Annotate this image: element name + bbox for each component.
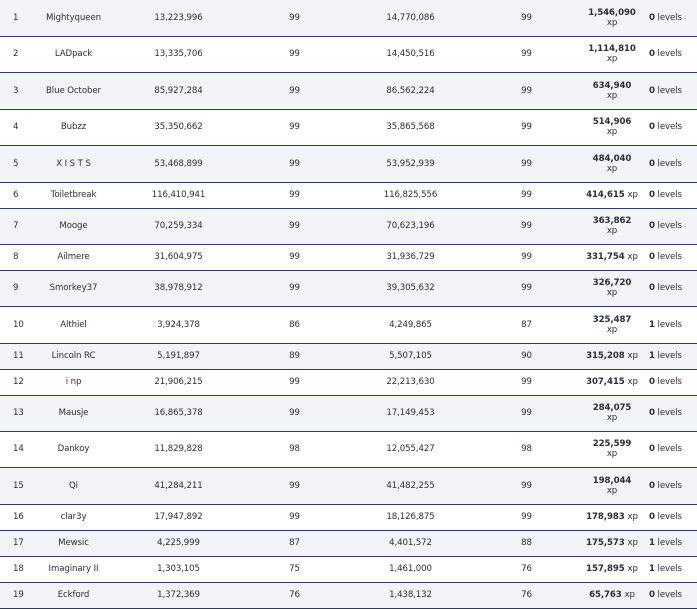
levels-gained-value: 0: [649, 283, 655, 293]
rank-cell: 2: [0, 36, 35, 72]
xp-unit: xp: [627, 512, 638, 522]
xp-unit: xp: [624, 590, 635, 600]
levels-unit: levels: [657, 444, 682, 454]
xp-gain-value: 157,895: [586, 564, 625, 574]
player-name[interactable]: Mausje: [35, 395, 112, 431]
levels-gained-cell: [648, 530, 697, 556]
levels-gained-value: 0: [649, 590, 655, 600]
xp-gain-cell: [576, 145, 648, 182]
start-level-cell: 86: [245, 306, 344, 343]
start-xp-cell: 31,604,975: [112, 244, 245, 270]
player-name[interactable]: Bubzz: [35, 109, 112, 145]
xp-unit: xp: [606, 163, 618, 174]
end-level-cell: 76: [477, 582, 576, 608]
xp-unit: xp: [627, 538, 638, 548]
xp-unit: xp: [606, 413, 618, 423]
levels-gained-cell: [648, 0, 697, 36]
rank-cell: 17: [0, 530, 35, 556]
start-xp-cell: 116,410,941: [112, 182, 245, 208]
start-xp-cell: 70,259,334: [112, 208, 245, 244]
start-level-cell: 99: [245, 0, 344, 36]
xp-gain-value: 325,487: [592, 314, 632, 325]
levels-unit: levels: [657, 49, 682, 59]
player-name[interactable]: Mewsic: [35, 530, 112, 556]
xp-gain-cell: [576, 36, 648, 72]
levels-gained-cell: [648, 369, 697, 395]
end-xp-cell: 18,126,875: [344, 504, 477, 530]
player-name[interactable]: Imaginary II: [35, 556, 112, 582]
player-name[interactable]: clar3y: [35, 504, 112, 530]
start-xp-cell: 5,191,897: [112, 343, 245, 369]
xp-gain-value: 363,862: [592, 216, 632, 226]
levels-gained-cell: [648, 145, 697, 182]
xp-unit: xp: [606, 324, 618, 335]
levels-gained-cell: [648, 504, 697, 530]
levels-unit: levels: [657, 122, 682, 132]
start-level-cell: 99: [245, 208, 344, 244]
player-name[interactable]: Lincoln RC: [35, 343, 112, 369]
levels-unit: levels: [657, 590, 682, 600]
xp-unit: xp: [627, 564, 638, 574]
end-xp-cell: 41,482,255: [344, 467, 477, 504]
start-xp-cell: 16,865,378: [112, 395, 245, 431]
rank-cell: 14: [0, 431, 35, 467]
start-level-cell: 99: [245, 109, 344, 145]
levels-gained-value: 0: [649, 12, 655, 23]
xp-unit: xp: [627, 351, 638, 361]
table-row: [0, 504, 697, 530]
end-xp-cell: 1,461,000: [344, 556, 477, 582]
levels-gained-value: 0: [649, 122, 655, 132]
table-row: [0, 343, 697, 369]
xp-gain-cell: [576, 72, 648, 109]
start-level-cell: 75: [245, 556, 344, 582]
end-xp-cell: 14,770,086: [344, 0, 477, 36]
xp-unit: xp: [606, 127, 618, 137]
levels-unit: levels: [657, 319, 682, 330]
xp-unit: xp: [606, 90, 618, 101]
xp-unit: xp: [606, 485, 618, 496]
rank-cell: 11: [0, 343, 35, 369]
end-level-cell: 99: [477, 504, 576, 530]
start-xp-cell: 53,468,899: [112, 145, 245, 182]
end-xp-cell: 31,936,729: [344, 244, 477, 270]
end-level-cell: 99: [477, 72, 576, 109]
player-name[interactable]: Eckford: [35, 582, 112, 608]
end-level-cell: 87: [477, 306, 576, 343]
start-xp-cell: 41,284,211: [112, 467, 245, 504]
end-xp-cell: 4,249,865: [344, 306, 477, 343]
levels-gained-value: 0: [649, 158, 655, 169]
levels-gained-cell: [648, 208, 697, 244]
player-name[interactable]: Mightyqueen: [35, 0, 112, 36]
end-xp-cell: 53,952,939: [344, 145, 477, 182]
xp-gain-value: 225,599: [592, 439, 632, 449]
table-row: [0, 467, 697, 504]
levels-gained-cell: [648, 395, 697, 431]
end-level-cell: 99: [477, 182, 576, 208]
xp-unit: xp: [627, 190, 638, 200]
levels-gained-cell: [648, 182, 697, 208]
xp-unit: xp: [606, 54, 618, 64]
end-level-cell: 76: [477, 556, 576, 582]
xp-gain-cell: [576, 530, 648, 556]
end-level-cell: 99: [477, 145, 576, 182]
table-row: [0, 109, 697, 145]
end-xp-cell: 35,865,568: [344, 109, 477, 145]
xp-unit: xp: [627, 377, 638, 387]
levels-unit: levels: [657, 377, 682, 387]
rank-cell: 16: [0, 504, 35, 530]
xp-gain-cell: [576, 369, 648, 395]
start-level-cell: 99: [245, 369, 344, 395]
player-name[interactable]: Qi: [35, 467, 112, 504]
xp-gain-cell: [576, 556, 648, 582]
xp-gain-value: 331,754: [586, 252, 625, 262]
xp-unit: xp: [606, 449, 618, 459]
player-name[interactable]: LADpack: [35, 36, 112, 72]
start-level-cell: 98: [245, 431, 344, 467]
rank-cell: 8: [0, 244, 35, 270]
end-level-cell: 88: [477, 530, 576, 556]
end-xp-cell: 12,055,427: [344, 431, 477, 467]
table-row: [0, 182, 697, 208]
rank-cell: 18: [0, 556, 35, 582]
levels-unit: levels: [657, 252, 682, 262]
rank-cell: 13: [0, 395, 35, 431]
xp-gain-cell: [576, 208, 648, 244]
table-row: [0, 36, 697, 72]
end-xp-cell: 17,149,453: [344, 395, 477, 431]
end-level-cell: 90: [477, 343, 576, 369]
levels-gained-value: 0: [649, 49, 655, 59]
levels-gained-value: 0: [649, 408, 655, 418]
xp-gain-cell: [576, 431, 648, 467]
start-level-cell: 99: [245, 182, 344, 208]
levels-gained-value: 0: [649, 444, 655, 454]
xp-gain-value: 284,075: [592, 403, 632, 413]
start-xp-cell: 38,978,912: [112, 270, 245, 306]
start-xp-cell: 3,924,378: [112, 306, 245, 343]
table-row: [0, 270, 697, 306]
table-row: [0, 244, 697, 270]
levels-gained-value: 0: [649, 480, 655, 491]
xp-gain-value: 634,940: [592, 80, 632, 91]
xp-gain-value: 65,763: [589, 590, 622, 600]
start-xp-cell: 17,947,892: [112, 504, 245, 530]
table-row: [0, 395, 697, 431]
rank-cell: 19: [0, 582, 35, 608]
levels-gained-cell: [648, 343, 697, 369]
rank-cell: 12: [0, 369, 35, 395]
end-xp-cell: 39,305,632: [344, 270, 477, 306]
end-level-cell: 98: [477, 431, 576, 467]
rank-cell: 5: [0, 145, 35, 182]
levels-unit: levels: [657, 158, 682, 169]
levels-gained-value: 0: [649, 190, 655, 200]
table-row: [0, 556, 697, 582]
levels-gained-cell: [648, 244, 697, 270]
start-level-cell: 99: [245, 145, 344, 182]
levels-gained-cell: [648, 270, 697, 306]
end-xp-cell: 4,401,572: [344, 530, 477, 556]
levels-unit: levels: [657, 221, 682, 231]
xp-gain-value: 315,208: [586, 351, 625, 361]
table-row: [0, 145, 697, 182]
end-level-cell: 99: [477, 270, 576, 306]
levels-gained-cell: [648, 72, 697, 109]
xp-gain-cell: [576, 306, 648, 343]
table-row: [0, 530, 697, 556]
end-level-cell: 99: [477, 36, 576, 72]
xp-gain-cell: [576, 582, 648, 608]
levels-gained-value: 1: [649, 538, 655, 548]
xp-gain-cell: [576, 244, 648, 270]
start-xp-cell: 13,335,706: [112, 36, 245, 72]
xp-gain-value: 307,415: [586, 377, 625, 387]
levels-gained-value: 0: [649, 377, 655, 387]
table-row: [0, 0, 697, 36]
start-level-cell: 99: [245, 467, 344, 504]
levels-gained-value: 0: [649, 252, 655, 262]
xp-gain-cell: [576, 0, 648, 36]
player-name[interactable]: Blue October: [35, 72, 112, 109]
end-level-cell: 99: [477, 208, 576, 244]
levels-gained-value: 1: [649, 351, 655, 361]
xp-gain-value: 198,044: [592, 475, 632, 486]
xp-gain-value: 414,615: [586, 190, 625, 200]
levels-gained-cell: [648, 306, 697, 343]
player-name[interactable]: Mooge: [35, 208, 112, 244]
start-level-cell: 87: [245, 530, 344, 556]
start-xp-cell: 21,906,215: [112, 369, 245, 395]
xp-unit: xp: [606, 17, 618, 28]
xp-gain-value: 1,546,090: [588, 7, 636, 18]
start-xp-cell: 4,225,999: [112, 530, 245, 556]
end-xp-cell: 22,213,630: [344, 369, 477, 395]
table-row: [0, 582, 697, 608]
player-name[interactable]: X I S T S: [35, 145, 112, 182]
table-row: [0, 306, 697, 343]
start-level-cell: 99: [245, 270, 344, 306]
start-xp-cell: 1,372,369: [112, 582, 245, 608]
xp-gain-cell: [576, 504, 648, 530]
levels-gained-value: 0: [649, 221, 655, 231]
end-level-cell: 99: [477, 369, 576, 395]
levels-gained-value: 0: [649, 85, 655, 96]
player-name[interactable]: Smorkey37: [35, 270, 112, 306]
end-xp-cell: 86,562,224: [344, 72, 477, 109]
end-xp-cell: 5,507,105: [344, 343, 477, 369]
player-name[interactable]: Althiel: [35, 306, 112, 343]
rank-cell: 9: [0, 270, 35, 306]
xp-unit: xp: [606, 226, 618, 236]
start-level-cell: 99: [245, 395, 344, 431]
rank-cell: 3: [0, 72, 35, 109]
end-xp-cell: 116,825,556: [344, 182, 477, 208]
start-level-cell: 99: [245, 72, 344, 109]
rank-cell: 6: [0, 182, 35, 208]
levels-unit: levels: [657, 283, 682, 293]
levels-unit: levels: [657, 351, 682, 361]
rank-cell: 4: [0, 109, 35, 145]
levels-unit: levels: [657, 512, 682, 522]
start-level-cell: 99: [245, 36, 344, 72]
xp-gain-value: 514,906: [592, 117, 632, 127]
xp-gain-cell: [576, 467, 648, 504]
xp-gain-cell: [576, 395, 648, 431]
end-level-cell: 99: [477, 244, 576, 270]
start-level-cell: 89: [245, 343, 344, 369]
xp-gain-cell: [576, 270, 648, 306]
levels-gained-cell: [648, 556, 697, 582]
rank-cell: 1: [0, 0, 35, 36]
levels-gained-cell: [648, 431, 697, 467]
levels-unit: levels: [657, 408, 682, 418]
xp-gain-cell: [576, 182, 648, 208]
levels-gained-value: 0: [649, 512, 655, 522]
xp-gain-value: 484,040: [592, 153, 632, 164]
rank-cell: 7: [0, 208, 35, 244]
table-row: [0, 431, 697, 467]
table-row: [0, 208, 697, 244]
player-name[interactable]: Dankoy: [35, 431, 112, 467]
xp-gain-value: 178,983: [586, 512, 625, 522]
start-level-cell: 76: [245, 582, 344, 608]
player-name[interactable]: i np: [35, 369, 112, 395]
xp-gain-cell: [576, 109, 648, 145]
end-xp-cell: 14,450,516: [344, 36, 477, 72]
xp-gain-value: 1,114,810: [588, 44, 636, 54]
start-level-cell: 99: [245, 504, 344, 530]
levels-gained-value: 1: [649, 564, 655, 574]
levels-gained-cell: [648, 467, 697, 504]
start-level-cell: 99: [245, 244, 344, 270]
start-xp-cell: 11,829,828: [112, 431, 245, 467]
levels-unit: levels: [657, 85, 682, 96]
levels-unit: levels: [657, 564, 682, 574]
levels-gained-cell: [648, 109, 697, 145]
xp-gain-value: 326,720: [592, 278, 632, 288]
xp-unit: xp: [627, 252, 638, 262]
xp-gain-cell: [576, 343, 648, 369]
table-row: [0, 369, 697, 395]
player-name[interactable]: Ailmere: [35, 244, 112, 270]
end-level-cell: 99: [477, 0, 576, 36]
levels-gained-value: 1: [649, 319, 655, 330]
player-name[interactable]: Toiletbreak: [35, 182, 112, 208]
start-xp-cell: 1,303,105: [112, 556, 245, 582]
end-xp-cell: 1,438,132: [344, 582, 477, 608]
rank-cell: 15: [0, 467, 35, 504]
start-xp-cell: 13,223,996: [112, 0, 245, 36]
xp-gain-value: 175,573: [586, 538, 625, 548]
xp-unit: xp: [606, 288, 618, 298]
rank-cell: 10: [0, 306, 35, 343]
levels-unit: levels: [657, 12, 682, 23]
end-level-cell: 99: [477, 395, 576, 431]
start-xp-cell: 35,350,662: [112, 109, 245, 145]
levels-unit: levels: [657, 190, 682, 200]
levels-gained-cell: [648, 582, 697, 608]
levels-unit: levels: [657, 538, 682, 548]
end-xp-cell: 70,623,196: [344, 208, 477, 244]
end-level-cell: 99: [477, 109, 576, 145]
table-row: [0, 72, 697, 109]
levels-gained-cell: [648, 36, 697, 72]
end-level-cell: 99: [477, 467, 576, 504]
start-xp-cell: 85,927,284: [112, 72, 245, 109]
levels-unit: levels: [657, 480, 682, 491]
